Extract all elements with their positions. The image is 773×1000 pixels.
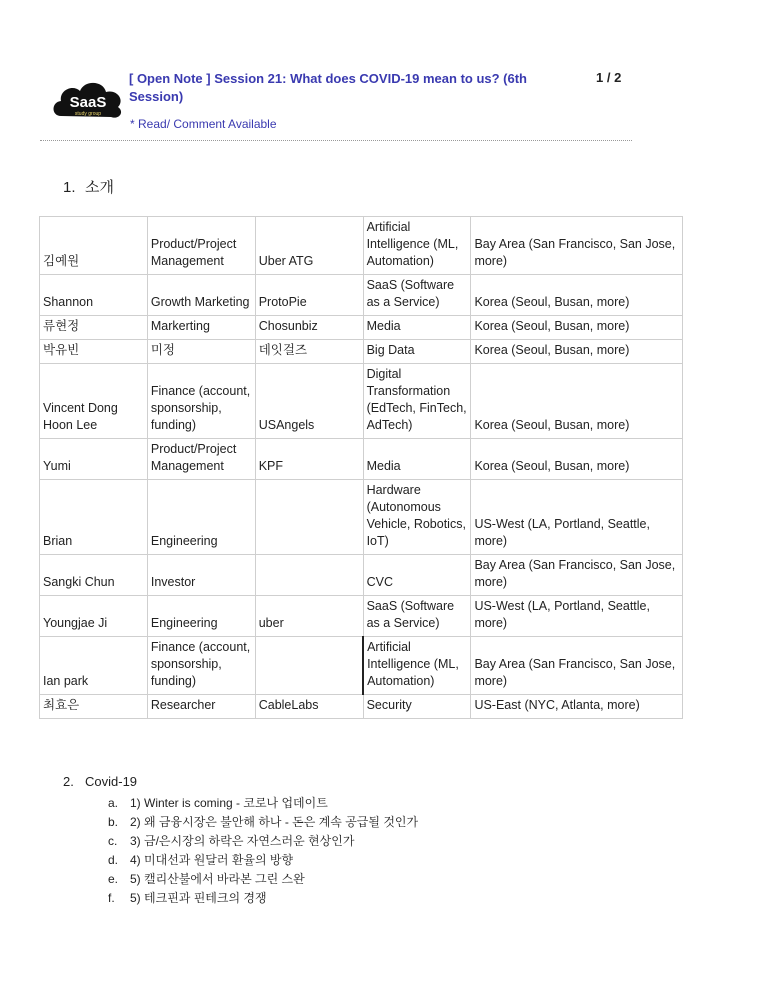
- table-cell: Product/Project Management: [147, 217, 255, 275]
- table-cell: 미정: [147, 340, 255, 364]
- table-cell: Vincent Dong Hoon Lee: [40, 364, 148, 439]
- table-cell: Digital Transformation (EdTech, FinTech, AdTech): [363, 364, 471, 439]
- list-item: [108, 832, 418, 851]
- table-cell: Finance (account, sponsorship, funding): [147, 364, 255, 439]
- table-row: [40, 637, 683, 695]
- table-cell: Markerting: [147, 316, 255, 340]
- table-cell: Korea (Seoul, Busan, more): [471, 316, 683, 340]
- table-cell: 데잇걸즈: [255, 340, 363, 364]
- table-cell: [255, 555, 363, 596]
- table-row: [40, 340, 683, 364]
- table-cell: Bay Area (San Francisco, San Jose, more): [471, 555, 683, 596]
- covid-topic-list: [108, 794, 418, 908]
- table-row: [40, 275, 683, 316]
- table-cell: US-West (LA, Portland, Seattle, more): [471, 480, 683, 555]
- table-cell: Ian park: [40, 637, 148, 695]
- logo-subtext: study group: [74, 111, 102, 117]
- table-cell: Security: [363, 695, 471, 719]
- list-item: [108, 870, 418, 889]
- table-cell: Engineering: [147, 596, 255, 637]
- table-cell: Engineering: [147, 480, 255, 555]
- list-marker: a.: [108, 796, 119, 810]
- list-item: [108, 794, 418, 813]
- table-cell: Growth Marketing: [147, 275, 255, 316]
- table-cell: ProtoPie: [255, 275, 363, 316]
- table-row: [40, 439, 683, 480]
- table-cell: 최효은: [40, 695, 148, 719]
- table-cell: Korea (Seoul, Busan, more): [471, 364, 683, 439]
- list-text: 2) 왜 금융시장은 불안해 하나 - 돈은 계속 공급될 것인가: [130, 815, 419, 829]
- table-row: [40, 480, 683, 555]
- table-cell: [255, 480, 363, 555]
- members-table: [39, 216, 683, 719]
- table-cell: CableLabs: [255, 695, 363, 719]
- table-cell: Media: [363, 316, 471, 340]
- table-row: [40, 596, 683, 637]
- table-cell: uber: [255, 596, 363, 637]
- list-marker: c.: [108, 834, 118, 848]
- table-cell: Chosunbiz: [255, 316, 363, 340]
- section-title: Covid-19: [85, 774, 138, 789]
- table-cell: CVC: [363, 555, 471, 596]
- table-cell: SaaS (Software as a Service): [363, 596, 471, 637]
- table-cell: Artificial Intelligence (ML, Automation): [363, 217, 471, 275]
- section-heading-covid: [63, 774, 137, 789]
- list-text: 5) 테크핀과 핀테크의 경쟁: [130, 891, 267, 905]
- table-cell: Youngjae Ji: [40, 596, 148, 637]
- section-heading-intro: [63, 176, 114, 197]
- table-cell: Researcher: [147, 695, 255, 719]
- table-cell: Korea (Seoul, Busan, more): [471, 439, 683, 480]
- table-cell: 류현정: [40, 316, 148, 340]
- table-cell: Uber ATG: [255, 217, 363, 275]
- table-row: [40, 364, 683, 439]
- table-cell: Bay Area (San Francisco, San Jose, more): [471, 637, 683, 695]
- table-cell: 박유빈: [40, 340, 148, 364]
- table-row: [40, 316, 683, 340]
- table-cell: Hardware (Autonomous Vehicle, Robotics, IoT): [363, 480, 471, 555]
- list-text: 1) Winter is coming - 코로나 업데이트: [130, 796, 328, 810]
- saas-logo: [49, 74, 127, 124]
- table-cell: US-East (NYC, Atlanta, more): [471, 695, 683, 719]
- table-cell: SaaS (Software as a Service): [363, 275, 471, 316]
- table-cell: Brian: [40, 480, 148, 555]
- list-text: 4) 미대선과 원달러 환율의 방향: [130, 853, 294, 867]
- list-text: 3) 금/은시장의 하락은 자연스러운 현상인가: [130, 834, 355, 848]
- list-text: 5) 캘리산불에서 바라본 그린 스완: [130, 872, 305, 886]
- list-marker: b.: [108, 815, 119, 829]
- table-cell: US-West (LA, Portland, Seattle, more): [471, 596, 683, 637]
- table-cell: KPF: [255, 439, 363, 480]
- section-title: 소개: [85, 179, 114, 196]
- table-cell: USAngels: [255, 364, 363, 439]
- table-cell: Bay Area (San Francisco, San Jose, more): [471, 217, 683, 275]
- list-item: [108, 851, 418, 870]
- document-header: [40, 64, 632, 141]
- table-row: [40, 695, 683, 719]
- list-item: [108, 813, 418, 832]
- document-title: [ Open Note ] Session 21: What does COVID-19 mean to us? (6th Session): [129, 71, 527, 104]
- table-cell: Yumi: [40, 439, 148, 480]
- table-cell: Shannon: [40, 275, 148, 316]
- table-cell: Korea (Seoul, Busan, more): [471, 275, 683, 316]
- table-cell: Finance (account, sponsorship, funding): [147, 637, 255, 695]
- table-cell: 김예원: [40, 217, 148, 275]
- section-number: 1.: [63, 179, 76, 196]
- list-item: [108, 889, 418, 908]
- list-marker: d.: [108, 853, 119, 867]
- access-note: * Read/ Comment Available: [130, 117, 277, 131]
- table-cell: Product/Project Management: [147, 439, 255, 480]
- table-row: [40, 217, 683, 275]
- table-cell: [255, 637, 363, 695]
- table-cell: Sangki Chun: [40, 555, 148, 596]
- list-marker: f.: [108, 891, 115, 905]
- table-cell: Korea (Seoul, Busan, more): [471, 340, 683, 364]
- table-cell: Big Data: [363, 340, 471, 364]
- list-marker: e.: [108, 872, 119, 886]
- logo-text: SaaS: [69, 94, 107, 111]
- section-number: 2.: [63, 774, 74, 789]
- table-cell: Media: [363, 439, 471, 480]
- table-cell: Artificial Intelligence (ML, Automation): [363, 637, 471, 695]
- table-row: [40, 555, 683, 596]
- page-number: 1 / 2: [596, 70, 622, 85]
- table-cell: Investor: [147, 555, 255, 596]
